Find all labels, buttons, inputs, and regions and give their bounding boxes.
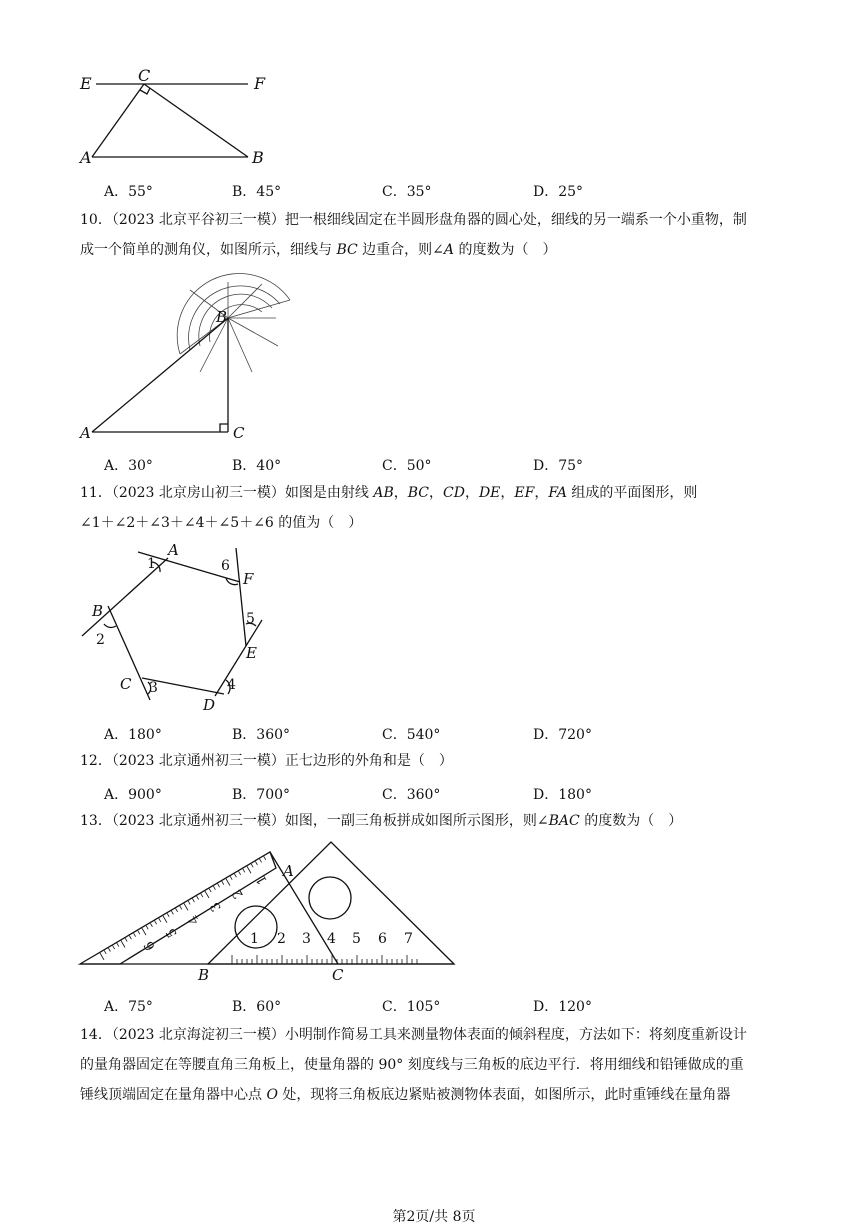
slant-tick bbox=[100, 953, 104, 960]
q10-stem-line2: 成一个简单的测角仪，如图所示，细线与 BC 边重合，则∠A 的度数为（ ） bbox=[80, 242, 557, 258]
q9-option-a: A．55° bbox=[104, 184, 153, 200]
q13-label-C: C bbox=[332, 966, 344, 984]
slant-tick bbox=[146, 926, 148, 929]
slant-tick bbox=[121, 941, 125, 948]
slant-tick bbox=[201, 894, 203, 897]
slant-tick bbox=[205, 891, 209, 898]
slant-tick bbox=[230, 876, 232, 879]
q11-option-d: D．720° bbox=[533, 727, 592, 743]
q11-angle-4: 4 bbox=[227, 677, 236, 693]
slant-tick bbox=[218, 884, 220, 887]
q13-slant-number-1: 1 bbox=[253, 872, 271, 887]
q11-stem-line1: 11．（2023 北京房山初三一模）如图是由射线 AB，BC，CD，DE，EF，FA 组成的平面图形，则 bbox=[80, 485, 698, 501]
slant-tick bbox=[138, 931, 140, 934]
slant-tick bbox=[255, 861, 257, 864]
q9-label-A: A bbox=[80, 148, 92, 167]
q11-angle-2: 2 bbox=[96, 632, 105, 648]
q11-label-F: F bbox=[243, 570, 254, 588]
slant-tick bbox=[197, 896, 199, 899]
q9-label-F: F bbox=[254, 74, 266, 93]
q13-label-B: B bbox=[198, 966, 210, 984]
q13-option-b: B．60° bbox=[232, 999, 282, 1015]
q11-label-D: D bbox=[203, 696, 216, 714]
q13-ruler-number-4: 4 bbox=[327, 931, 336, 947]
slant-tick bbox=[188, 901, 190, 904]
slant-tick bbox=[167, 913, 169, 916]
q11-angle-6: 6 bbox=[221, 558, 230, 574]
q13-option-a: A．75° bbox=[104, 999, 153, 1015]
slant-tick bbox=[150, 923, 152, 926]
slant-tick bbox=[209, 889, 211, 892]
q13-ruler-number-2: 2 bbox=[277, 931, 286, 947]
q11-angle-3: 3 bbox=[149, 680, 158, 696]
q12-option-b: B．700° bbox=[232, 787, 291, 803]
q13-slant-number-5: 5 bbox=[163, 925, 181, 940]
slant-tick bbox=[104, 951, 106, 954]
q10-label-C: C bbox=[233, 424, 245, 442]
q11-option-c: C．540° bbox=[382, 727, 441, 743]
slant-tick bbox=[155, 921, 157, 924]
q10-label-B: B bbox=[216, 308, 228, 326]
slant-tick bbox=[234, 874, 236, 877]
q10-label-A: A bbox=[80, 424, 91, 442]
slant-tick bbox=[113, 946, 115, 949]
q12-option-a: A．900° bbox=[104, 787, 162, 803]
slant-tick bbox=[142, 928, 146, 935]
q13-ruler-number-5: 5 bbox=[352, 931, 361, 947]
slant-tick bbox=[159, 918, 161, 921]
slant-tick bbox=[129, 936, 131, 939]
slant-tick bbox=[171, 911, 173, 914]
slant-tick bbox=[125, 938, 127, 941]
q10-option-b: B．40° bbox=[232, 458, 282, 474]
q12-stem: 12．（2023 北京通州初三一模）正七边形的外角和是（ ） bbox=[80, 753, 453, 769]
slant-tick bbox=[260, 859, 262, 862]
slant-tick bbox=[226, 879, 230, 886]
q13-option-d: D．120° bbox=[533, 999, 592, 1015]
q11-stem-line2: ∠1＋∠2＋∠3＋∠4＋∠5＋∠6 的值为（ ） bbox=[80, 515, 363, 531]
slant-tick bbox=[213, 886, 215, 889]
q11-angle-1: 1 bbox=[147, 556, 156, 572]
q13-option-c: C．105° bbox=[382, 999, 441, 1015]
q13-slant-number-4: 4 bbox=[185, 912, 203, 927]
slant-tick bbox=[247, 866, 251, 873]
q10-option-c: C．50° bbox=[382, 458, 432, 474]
page-footer: 第2页/共 8页 bbox=[392, 1209, 476, 1225]
q9-label-C: C bbox=[138, 66, 151, 85]
slant-tick bbox=[134, 933, 136, 936]
q11-label-C: C bbox=[120, 675, 132, 693]
slant-tick bbox=[222, 881, 224, 884]
q10-option-a: A．30° bbox=[104, 458, 153, 474]
q9-label-B: B bbox=[252, 148, 264, 167]
slant-tick bbox=[180, 906, 182, 909]
q13-slant-number-6: 6 bbox=[141, 938, 159, 953]
slant-tick bbox=[176, 908, 178, 911]
slant-tick bbox=[184, 904, 188, 911]
q9-label-E: E bbox=[80, 74, 92, 93]
q12-option-c: C．360° bbox=[382, 787, 441, 803]
slant-tick bbox=[264, 856, 266, 859]
slant-tick bbox=[163, 916, 167, 923]
q14-stem-line2: 的量角器固定在等腰直角三角板上，使量角器的 90° 刻度线与三角板的底边平行．将用细线和铅锤做成的重 bbox=[80, 1057, 744, 1073]
q13-slant-number-3: 3 bbox=[207, 899, 225, 914]
slant-tick bbox=[117, 943, 119, 946]
slant-tick bbox=[108, 948, 110, 951]
slant-tick bbox=[243, 869, 245, 872]
q9-option-d: D．25° bbox=[533, 184, 584, 200]
q10-option-d: D．75° bbox=[533, 458, 584, 474]
q13-ruler-number-6: 6 bbox=[378, 931, 387, 947]
q10-stem-line1: 10．（2023 北京平谷初三一模）把一根细线固定在半圆形盘角器的圆心处，细线的另一端系一个小重物，制 bbox=[80, 212, 747, 228]
q9-option-b: B．45° bbox=[232, 184, 282, 200]
slant-tick bbox=[192, 899, 194, 902]
q11-option-b: B．360° bbox=[232, 727, 291, 743]
q14-stem-line3: 锤线顶端固定在量角器中心点 O 处，现将三角板底边紧贴被测物体表面，如图所示，此时重锤线在量角器 bbox=[80, 1087, 731, 1103]
q13-ruler-number-3: 3 bbox=[302, 931, 311, 947]
q9-option-c: C．35° bbox=[382, 184, 432, 200]
q11-option-a: A．180° bbox=[104, 727, 162, 743]
protractor bbox=[177, 274, 290, 372]
q11-angle-5: 5 bbox=[246, 611, 255, 627]
q11-label-E: E bbox=[246, 644, 257, 662]
q13-ruler-number-7: 7 bbox=[404, 931, 413, 947]
q13-ruler-number-1: 1 bbox=[250, 931, 259, 947]
q13-label-A: A bbox=[283, 862, 294, 880]
q13-slant-number-2: 2 bbox=[229, 886, 247, 901]
q14-stem-line1: 14．（2023 北京海淀初三一模）小明制作简易工具来测量物体表面的倾斜程度，方法如下：将刻度重新设计 bbox=[80, 1027, 747, 1043]
slant-tick bbox=[239, 871, 241, 874]
slant-tick bbox=[251, 864, 253, 867]
q13-stem: 13．（2023 北京通州初三一模）如图，一副三角板拼成如图所示图形，则∠BAC 的度数为（ ） bbox=[80, 813, 683, 829]
q12-option-d: D．180° bbox=[533, 787, 592, 803]
q11-label-A: A bbox=[168, 541, 179, 559]
q11-label-B: B bbox=[92, 602, 104, 620]
